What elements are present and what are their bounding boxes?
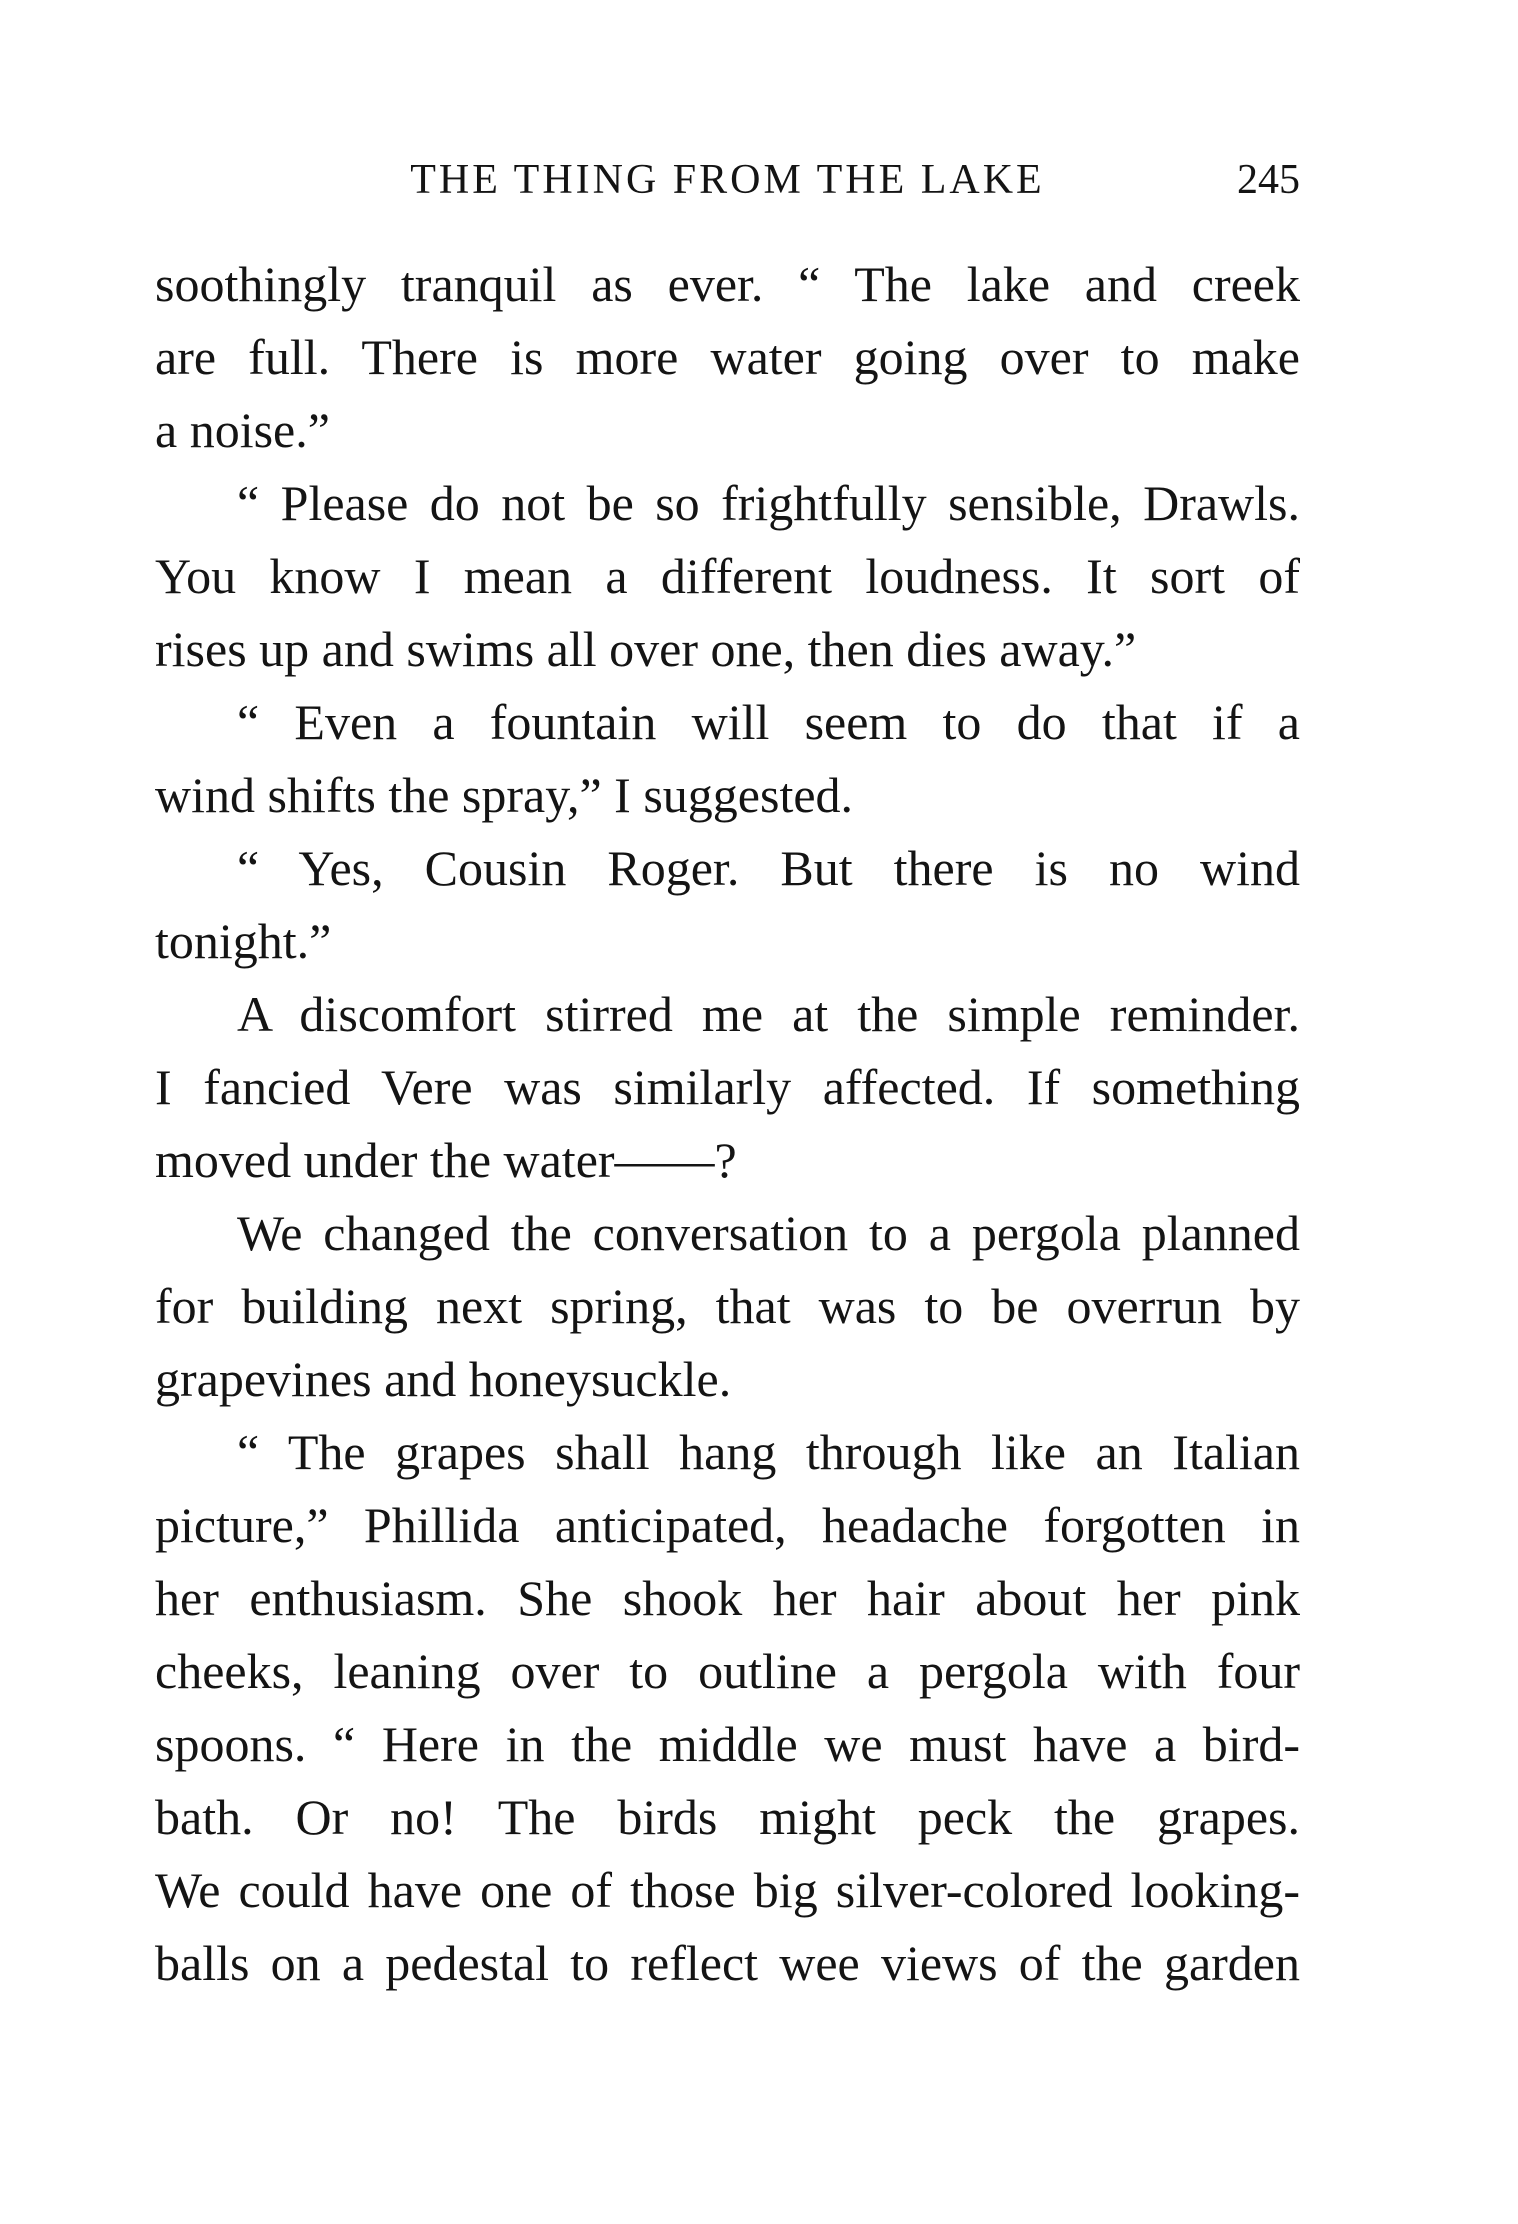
text-line: balls on a pedestal to reflect wee views of the garden (155, 1935, 1300, 1991)
text-line: A discomfort stirred me at the simple reminder. (237, 986, 1300, 1042)
text-line: “ Yes, Cousin Roger. But there is no wind (237, 840, 1300, 896)
text-line: “ Please do not be so frightfully sensible, Drawls. (237, 475, 1300, 531)
text-line: are full. There is more water going over to make (155, 329, 1300, 385)
text-line: “ The grapes shall hang through like an Italian (237, 1424, 1300, 1480)
text-line: grapevines and honeysuckle. (155, 1351, 732, 1407)
text-line: cheeks, leaning over to outline a pergola with four (155, 1643, 1300, 1699)
text-line: for building next spring, that was to be overrun by (155, 1278, 1300, 1334)
text-line: soothingly tranquil as ever. “ The lake and creek (155, 256, 1300, 312)
text-line: spoons. “ Here in the middle we must have a bird- (155, 1716, 1300, 1772)
running-title: THE THING FROM THE LAKE (410, 157, 1045, 203)
text-line: You know I mean a different loudness. It sort of (155, 548, 1300, 604)
text-line: wind shifts the spray,” I suggested. (155, 767, 854, 823)
text-line: picture,” Phillida anticipated, headache forgotten in (155, 1497, 1300, 1553)
text-line: “ Even a fountain will seem to do that if a (237, 694, 1300, 750)
text-line: tonight.” (155, 913, 332, 969)
body-text (155, 248, 1300, 2000)
text-line: We could have one of those big silver-colored looking- (155, 1862, 1300, 1918)
text-line: bath. Or no! The birds might peck the grapes. (155, 1789, 1300, 1845)
running-head (155, 150, 1300, 210)
text-line: rises up and swims all over one, then dies away.” (155, 621, 1137, 677)
text-line: moved under the water——? (155, 1132, 737, 1188)
text-line: her enthusiasm. She shook her hair about her pink (155, 1570, 1300, 1626)
text-line: We changed the conversation to a pergola planned (237, 1205, 1300, 1261)
text-line: a noise.” (155, 402, 330, 458)
text-line: I fancied Vere was similarly affected. If something (155, 1059, 1300, 1115)
page-number: 245 (1237, 157, 1300, 203)
